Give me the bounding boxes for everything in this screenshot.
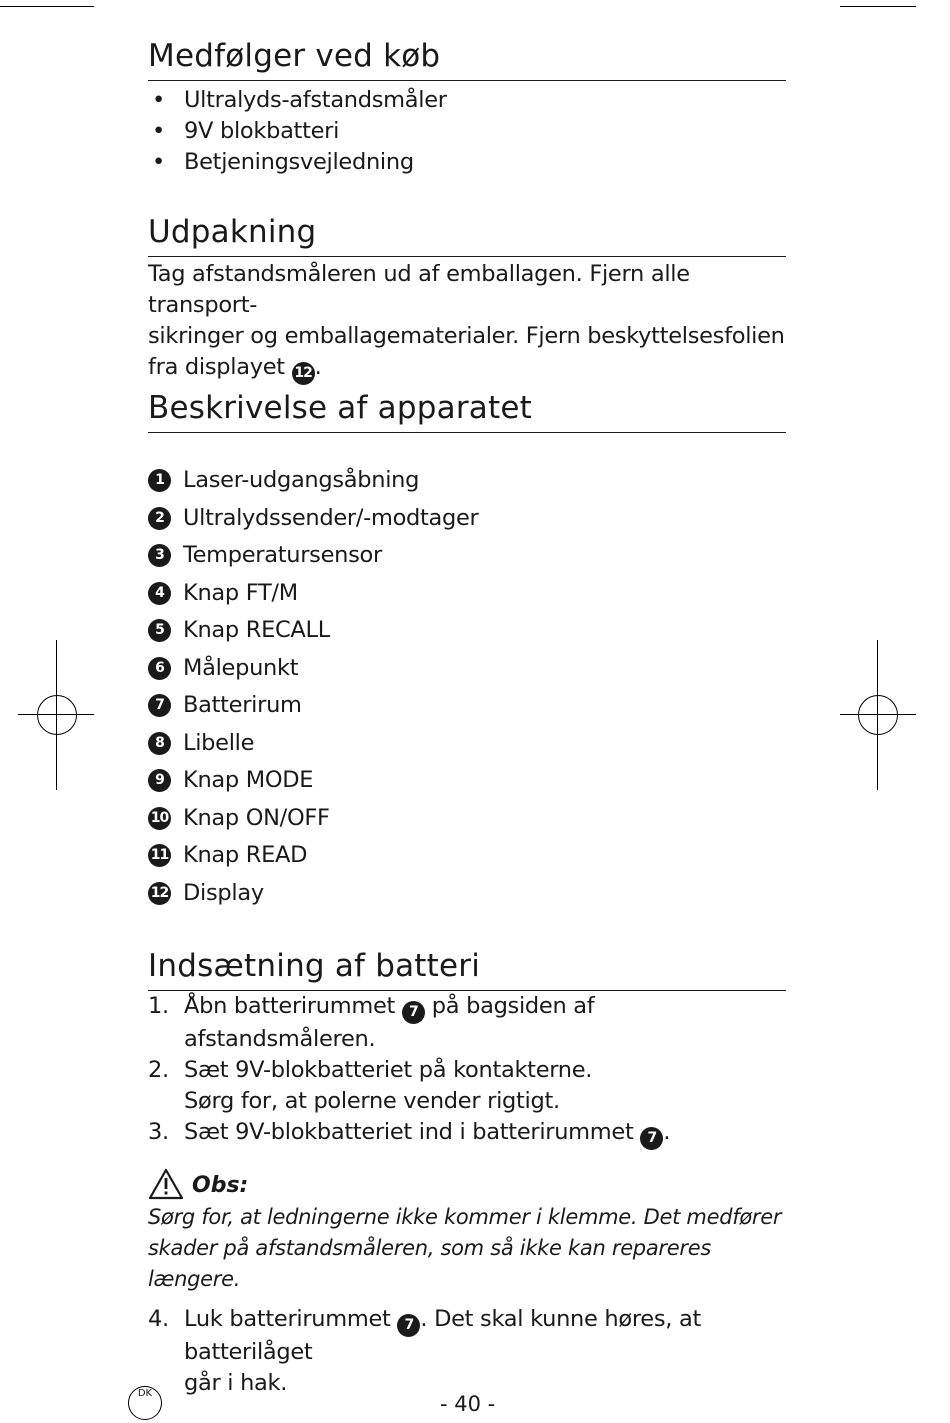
note-heading: Obs:	[148, 1168, 786, 1200]
reference-number-icon: 7	[397, 1314, 420, 1337]
page-number: - 40 -	[440, 1392, 496, 1416]
part-item: 10 Knap ON/OFF	[148, 800, 786, 838]
part-item: 9 Knap MODE	[148, 762, 786, 800]
warning-triangle-icon	[148, 1168, 184, 1200]
contents-list	[148, 85, 786, 178]
reference-number-icon: 9	[148, 769, 171, 792]
reference-number-icon: 4	[148, 582, 171, 605]
step-item: 1. Åbn batterirummet 7 på bagsiden af afstandsmåleren.	[148, 993, 595, 1052]
part-item: 12 Display	[148, 875, 786, 913]
list-item: • Betjeningsvejledning	[148, 147, 786, 178]
bullet-icon: •	[152, 149, 165, 175]
reference-number-icon: 3	[148, 544, 171, 567]
reference-number-icon: 5	[148, 619, 171, 642]
part-item: 7 Batterirum	[148, 687, 786, 725]
reference-number-icon: 2	[148, 507, 171, 530]
note-text: Sørg for, at ledningerne ikke kommer i klemme. Det medfører skader på afstandsmåleren, som så ikke kan repareres længere.	[148, 1205, 782, 1291]
heading-contents: Medfølger ved køb	[148, 36, 786, 81]
registration-mark-left-circle	[37, 695, 77, 735]
bullet-icon: •	[152, 118, 165, 144]
reference-number-icon: 7	[640, 1127, 663, 1150]
step-item: 3. Sæt 9V-blokbatteriet ind i batterirummet 7 .	[148, 1117, 786, 1150]
reference-number-icon: 10	[148, 807, 171, 830]
paragraph-line: Tag afstandsmåleren ud af emballagen. Fjern alle transport-	[148, 261, 690, 318]
list-item: • 9V blokbatteri	[148, 116, 786, 147]
crop-mark-top-right	[840, 6, 916, 7]
reference-number-icon: 12	[292, 362, 315, 385]
part-item: 11 Knap READ	[148, 837, 786, 875]
step-item: 4. Luk batterirummet 7 . Det skal kunne høres, at batterilåget går i hak.	[148, 1306, 701, 1396]
battery-steps	[148, 991, 786, 1150]
country-badge: DK	[128, 1386, 162, 1420]
reference-number-icon: 6	[148, 657, 171, 680]
step-item: 2. Sæt 9V-blokbatteriet på kontakterne. Sørg for, at polerne vender rigtigt.	[148, 1057, 593, 1114]
section-description	[148, 388, 786, 912]
part-item: 2 Ultralydssender/-modtager	[148, 500, 786, 538]
registration-mark-right-circle	[858, 695, 898, 735]
list-item: • Ultralyds-afstandsmåler	[148, 85, 786, 116]
reference-number-icon: 11	[148, 844, 171, 867]
heading-battery: Indsætning af batteri	[148, 946, 786, 991]
heading-unpacking: Udpakning	[148, 212, 786, 257]
section-unpacking	[148, 212, 786, 385]
unpacking-paragraph	[148, 259, 786, 385]
reference-number-icon: 1	[148, 469, 171, 492]
part-item: 1 Laser-udgangsåbning	[148, 462, 786, 500]
parts-list	[148, 462, 786, 912]
part-item: 8 Libelle	[148, 725, 786, 763]
crop-mark-top-left	[0, 6, 94, 7]
reference-number-icon: 12	[148, 882, 171, 905]
note-box	[148, 1168, 786, 1295]
reference-number-icon: 7	[402, 1001, 425, 1024]
reference-number-icon: 7	[148, 694, 171, 717]
section-contents	[148, 36, 786, 178]
battery-steps-continued	[148, 1304, 786, 1399]
part-item: 4 Knap FT/M	[148, 575, 786, 613]
section-battery	[148, 946, 786, 1399]
part-item: 5 Knap RECALL	[148, 612, 786, 650]
bullet-icon: •	[152, 87, 165, 113]
paragraph-line: sikringer og emballagematerialer. Fjern beskyttelsesfolien	[148, 323, 785, 349]
paragraph-line: fra displayet 12 .	[148, 352, 786, 385]
reference-number-icon: 8	[148, 732, 171, 755]
part-item: 6 Målepunkt	[148, 650, 786, 688]
part-item: 3 Temperatursensor	[148, 537, 786, 575]
heading-description: Beskrivelse af apparatet	[148, 388, 786, 433]
